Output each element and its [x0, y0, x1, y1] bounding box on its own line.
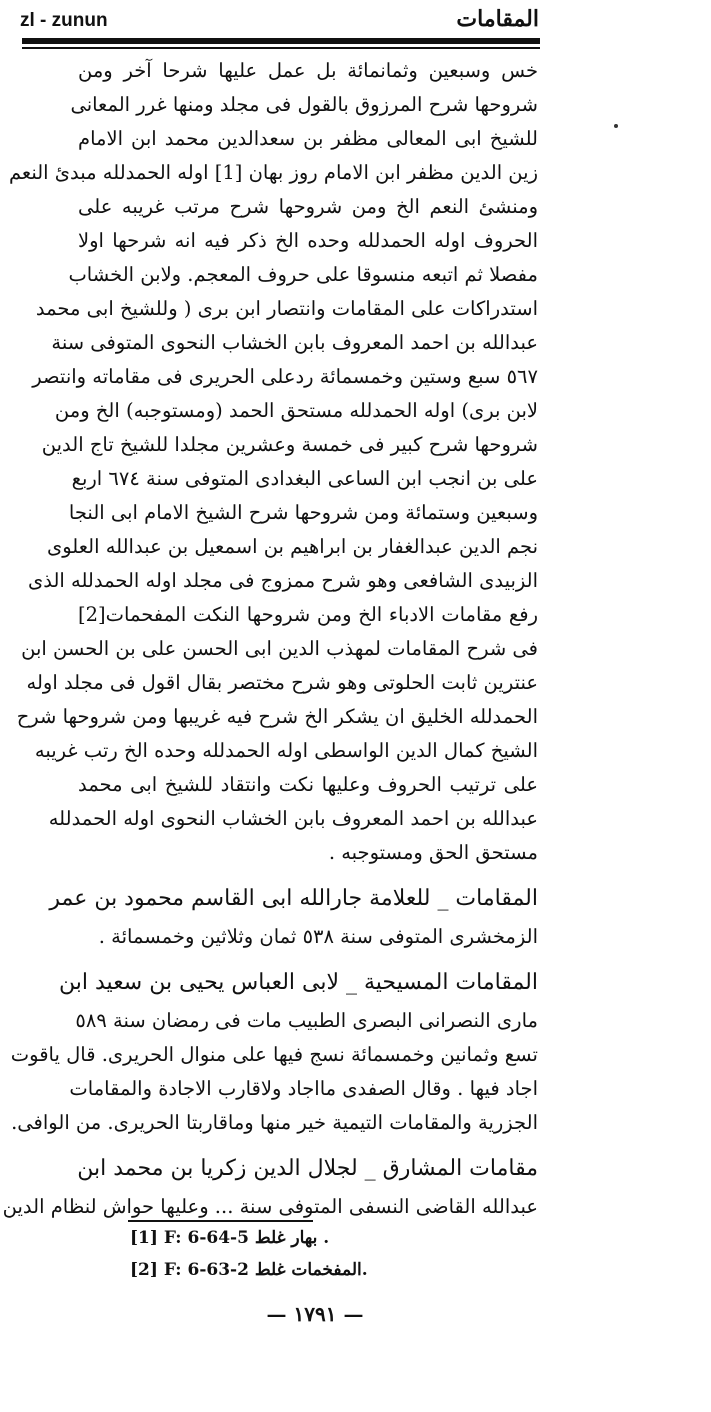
text-line: استدراكات على المقامات وانتصار ابن برى ( وللشيخ ابى محمد — [35, 297, 538, 320]
text-line: على بن انجب ابن الساعى البغدادى المتوفى سنة ٦٧٤ اربع — [71, 467, 538, 490]
entry-heading-line: المقامات المسيحية _ لابى العباس يحيى بن سعيد ابن — [59, 970, 538, 995]
text-line: خس وسبعين وثمانمائة بل عمل عليها شرحا آخر ومن — [78, 59, 538, 82]
page-header — [0, 0, 711, 40]
text-line: مستحق الحق ومستوجبه . — [328, 841, 538, 864]
text-line: الجزرية والمقامات التيمية خير منها وماقاربتا الحريرى. من الوافى. — [11, 1111, 538, 1134]
footnote-1: [1] F: 6-64-5 بهار غلط . — [130, 1228, 330, 1248]
header-rule-thick — [22, 38, 540, 44]
text-line: مارى النصرانى البصرى الطبيب مات فى رمضان سنة ٥٨٩ — [75, 1009, 538, 1032]
text-line: عبدالله بن احمد المعروف بابن الخشاب النحوى المتوفى سنة — [51, 331, 538, 354]
text-line: الشيخ كمال الدين الواسطى اوله الحمدلله وحده الخ رتب غريبه — [34, 739, 538, 762]
text-line: وسبعين وستمائة ومن شروحها شرح الشيخ الامام ابى النجا — [68, 501, 538, 524]
entry-heading-line: المقامات _ للعلامة جارالله ابى القاسم محمود بن عمر — [49, 886, 538, 911]
page-number: — ١٧٩١ — — [266, 1302, 364, 1326]
main-paragraph — [8, 54, 538, 870]
text-line: شروحها شرح كبير فى خمسة وعشرين مجلدا للشيخ تاج الدين — [41, 433, 538, 456]
entry-maqamat-masihiyya — [10, 962, 538, 1140]
text-line: فى شرح المقامات لمهذب الدين ابى الحسن على بن الحسن ابن — [21, 637, 538, 660]
running-head-right: المقامات — [456, 6, 539, 32]
text-line: مفصلا ثم اتبعه منسوقا على حروف المعجم. ولابن الخشاب — [68, 263, 538, 286]
text-line: اجاد فيها . وقال الصفدى مااجاد ولاقارب الاجادة والمقامات — [69, 1077, 538, 1100]
text-line: رفع مقامات الادباء الخ ومن شروحها النكت المفحمات[2] — [78, 603, 538, 626]
text-line: تسع وثمانين وخمسمائة نسج فيها على منوال الحريرى. قال ياقوت — [10, 1043, 538, 1066]
text-line: زين الدين مظفر ابن الامام روز بهان [1] اوله الحمدلله مبدئ النعم — [8, 161, 538, 184]
entry-heading-line: مقامات المشارق _ لجلال الدين زكريا بن محمد ابن — [77, 1156, 538, 1181]
text-line: عبدالله القاضى النسفى المتوفى سنة ... وعليها حواش لنظام الدين — [2, 1195, 538, 1218]
text-line: ومنشئ النعم الخ ومن شروحها شرح مرتب غريبه على — [78, 195, 538, 218]
text-line: عنترين ثابت الحلوتى وهو شرح مختصر بقال اقول فى مجلد اوله — [26, 671, 538, 694]
text-line: الزمخشرى المتوفى سنة ٥٣٨ ثمان وثلاثين وخمسمائة . — [98, 925, 538, 948]
text-line: على ترتيب الحروف وعليها نكت وانتقاد للشيخ ابى محمد — [78, 773, 538, 796]
text-line: للشيخ ابى المعالى مظفر بن سعدالدين محمد ابن الامام — [78, 127, 538, 150]
text-column — [2, 54, 538, 1224]
text-line: الحروف اوله الحمدلله وحده الخ ذكر فيه انه شرحها اولا — [78, 229, 538, 252]
footnote-2: [2] F: 6-63-2 المفخمات غلط. — [130, 1260, 368, 1280]
entry-maqamat-zamakhshari — [49, 878, 538, 954]
text-line: الحمدلله الخليق ان يشكر الخ شرح فيه غريبها ومن شروحها شرح — [16, 705, 538, 728]
entry-maqamat-al-mashariq — [2, 1148, 538, 1224]
running-head-left: zl - zunun — [20, 10, 108, 31]
text-line: ٥٦٧ سبع وستين وخمسمائة ردعلى الحريرى فى مقاماته وانتصر — [32, 365, 538, 388]
print-speck — [614, 124, 618, 128]
text-line: الزبيدى الشافعى وهو شرح ممزوج فى مجلد اوله الحمدلله الذى — [27, 569, 538, 592]
footnote-rule — [128, 1220, 313, 1222]
text-line: عبدالله بن احمد المعروف بابن الخشاب النحوى اوله الحمدلله — [48, 807, 538, 830]
header-rule-thin — [22, 47, 540, 49]
text-line: لابن برى) اوله الحمدلله مستحق الحمد (ومستوجبه) الخ ومن — [54, 399, 538, 422]
text-line: شروحها شرح المرزوق بالقول فى مجلد ومنها غرر المعانى — [70, 93, 538, 116]
text-line: نجم الدين عبدالغفار بن ابراهيم بن اسمعيل بن عبدالله العلوى — [46, 535, 538, 558]
